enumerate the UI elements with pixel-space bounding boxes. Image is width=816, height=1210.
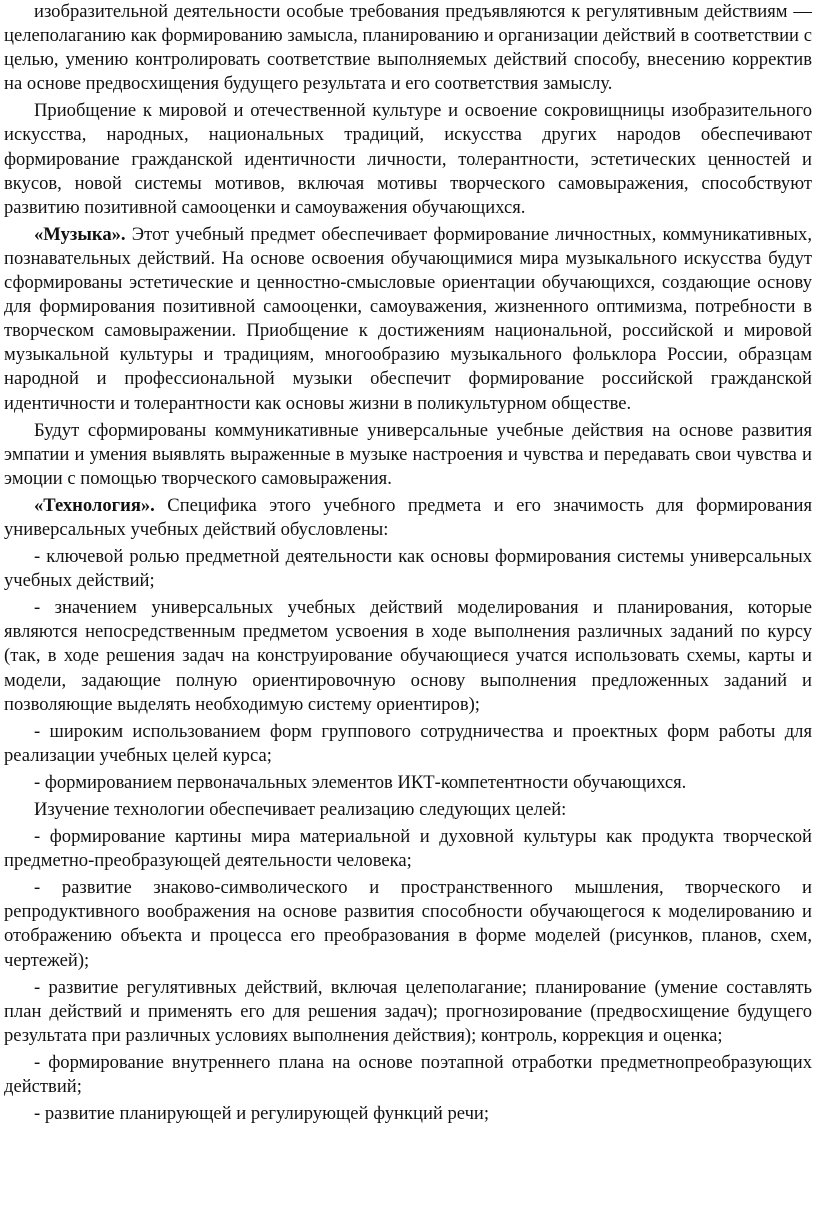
paragraph-text: Приобщение к мировой и отечественной культуре и освоение сокровищницы изобразительного искусства, народных, национальных традиций, искусства других народов обеспечивают формирование гражданской идентичности личности, толерантности, эстетических ценностей и вкусов, новой системы мотивов, включая мотивы творческого самовыражения, способствуют развитию позитивной самооценки и самоуважения обучающихся. [4, 100, 812, 218]
paragraph-text: Этот учебный предмет обеспечивает формирование личностных, коммуникативных, познавательных действий. На основе освоения обучающимися мира музыкального искусства будут сформированы эстетические и ценностно-смысловые ориентации обучающихся, создающие основу для формирования позитивной самооценки, самоуважения, жизненного оптимизма, потребности в творческом самовыражении. Приобщение к достижениям национальной, российской и мировой музыкальной культуры и традициям, многообразию музыкального фольклора России, образцам народной и профессиональной музыки обеспечит формирование российской гражданской идентичности и толерантности как основы жизни в поликультурном обществе. [4, 223, 812, 414]
list-item [4, 1102, 812, 1126]
list-item-text: - формирование внутреннего плана на основе поэтапной отработки предметнопреобразующих действий; [4, 1051, 812, 1098]
list-item-text: - формирование картины мира материальной и духовной культуры как продукта творческой предметно-преобразующей деятельности человека; [4, 826, 812, 872]
list-item-text: - ключевой ролью предметной деятельности как основы формирования системы универсальных учебных действий; [4, 546, 812, 592]
list-item-text: - развитие планирующей и регулирующей функций речи; [34, 1103, 490, 1125]
paragraph-music [4, 223, 812, 416]
paragraph-technology-goals [4, 798, 812, 822]
list-item-text: - широким использованием форм группового сотрудничества и проектных форм работы для реализации учебных целей курса; [4, 720, 812, 766]
paragraph-text: Специфика этого учебного предмета и его значимость для формирования универсальных учебных действий обусловлены: [4, 494, 812, 540]
list-item [4, 876, 812, 972]
paragraph-regulative-actions [4, 0, 812, 96]
list-item [4, 976, 812, 1048]
list-item [4, 771, 812, 795]
list-item [4, 596, 812, 716]
paragraph-technology [4, 494, 812, 542]
list-item-text: - развитие знаково-символического и пространственного мышления, творческого и репродуктивного воображения на основе развития способности обучающегося к моделированию и отображению объекта и процесса его преобразования в форме моделей (рисунков, планов, схем, чертежей); [4, 877, 812, 971]
paragraph-text: Изучение технологии обеспечивает реализацию следующих целей: [34, 799, 567, 820]
paragraph-text: изобразительной деятельности особые требования предъявляются к регулятивным действиям — целеполаганию как формированию замысла, планированию и организации действий в соответствии с целью, умению контролировать соответствие выполняемых действий способу, внесению корректив на основе предвосхищения будущего результата и его соответствия замыслу. [4, 1, 812, 95]
paragraph-culture [4, 99, 812, 219]
subject-heading-technology: «Технология». [34, 494, 155, 516]
list-item [4, 1051, 812, 1099]
list-item-text: - развитие регулятивных действий, включая целеполагание; планирование (умение составлять план действий и применять его для решения задач); прогнозирование (предвосхищение будущего результата при различных условиях выполнения действия); контроль, коррекция и оценка; [4, 976, 812, 1046]
subject-heading-music: «Музыка». [34, 223, 126, 245]
list-item [4, 825, 812, 873]
paragraph-communicative [4, 419, 812, 491]
paragraph-text: Будут сформированы коммуникативные универсальные учебные действия на основе развития эмпатии и умения выявлять выраженные в музыке настроения и чувства и передавать свои чувства и эмоции с помощью творческого самовыражения. [4, 419, 812, 489]
list-item [4, 545, 812, 593]
list-item [4, 720, 812, 768]
list-item-text: - значением универсальных учебных действий моделирования и планирования, которые являются непосредственным предметом усвоения в ходе выполнения различных заданий по курсу (так, в ходе решения задач на конструирование обучающиеся учатся использовать схемы, карты и модели, задающие полную ориентировочную основу выполнения предложенных заданий и позволяющие выделять необходимую систему ориентиров); [4, 597, 812, 715]
list-item-text: - формированием первоначальных элементов ИКТ-компетентности обучающихся. [34, 771, 687, 793]
